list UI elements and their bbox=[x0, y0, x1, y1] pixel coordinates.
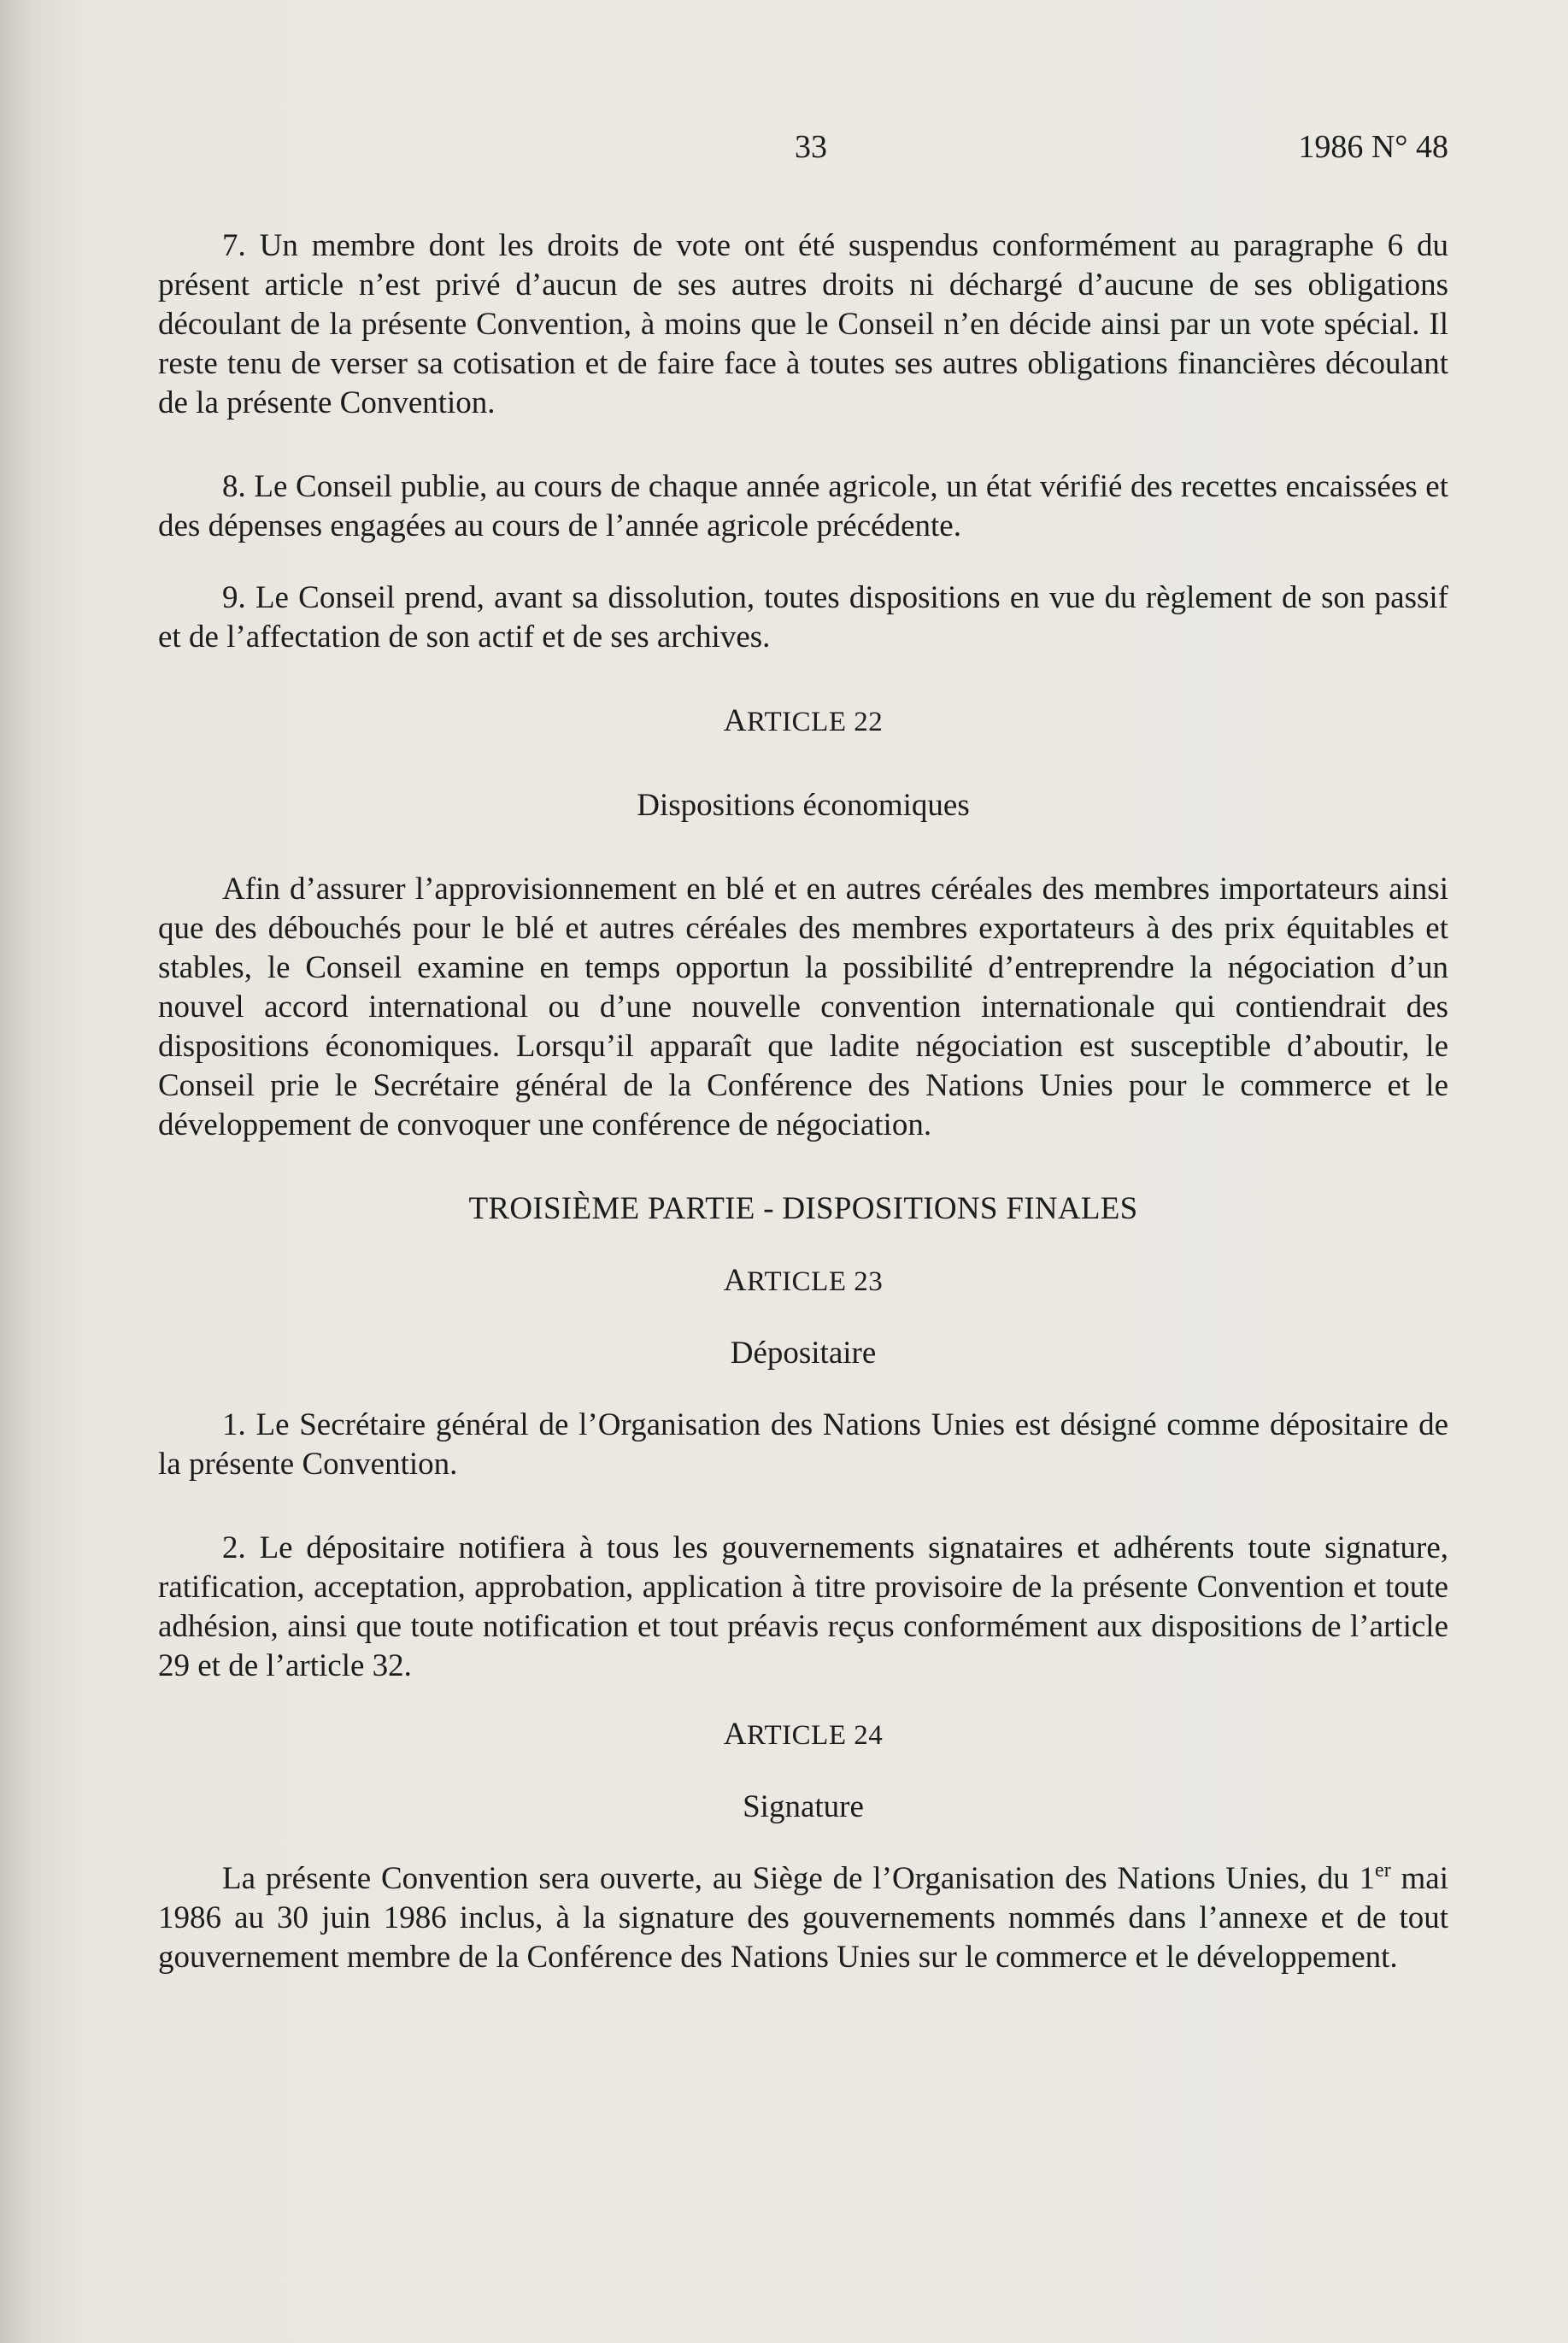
treaty-year-number: 1986 N° 48 bbox=[1298, 129, 1448, 165]
article-23-title: Dépositaire bbox=[730, 1336, 877, 1371]
article-23-paragraph-2: 2. Le dépositaire notifiera à tous les gouvernements signataires et adhérents toute signature, ratification, acceptation, approbation, application à titre provisoire de la présente Convention et toute adhésion, ainsi que toute notification et tout préavis reçus conformément aux dispositions de l’article 29 et de l’article 32. bbox=[158, 1530, 1448, 1683]
page-number: 33 bbox=[795, 129, 827, 165]
paragraph-8: 8. Le Conseil publie, au cours de chaque année agricole, un état vérifié des recettes encaissées et des dépenses engagées au cours de l’année agricole précédente. bbox=[158, 469, 1448, 543]
part-3-heading: TROISIÈME PARTIE - DISPOSITIONS FINALES bbox=[468, 1191, 1138, 1226]
page-header bbox=[158, 128, 1448, 179]
page-content bbox=[158, 226, 1448, 1977]
paragraph-7: 7. Un membre dont les droits de vote ont été suspendus conformément au paragraphe 6 du présent article n’est privé d’aucun de ses autres droits ni déchargé d’aucune de ses obligations découlant de la présente Convention, à moins que le Conseil n’en décide ainsi par un vote spécial. Il reste tenu de verser sa cotisation et de faire face à toutes ses autres obligations financières découlant de la présente Convention. bbox=[158, 228, 1448, 420]
article-24-title: Signature bbox=[743, 1789, 864, 1824]
article-22-title: Dispositions économiques bbox=[637, 788, 970, 823]
article-22-body: Afin d’assurer l’approvisionnement en blé et en autres céréales des membres importateurs ainsi que des débouchés pour le blé et autres céréales des membres exportateurs à des prix équitables et stables, le Conseil examine en temps opportun la possibilité d’entreprendre la négociation d’un nouvel accord international ou d’une nouvelle convention internationale qui contiendrait des dispositions économiques. Lorsqu’il apparaît que ladite négociation est susceptible d’aboutir, le Conseil prie le Secrétaire général de la Conférence des Nations Unies pour le commerce et le développement de convoquer une conférence de négociation. bbox=[158, 872, 1448, 1142]
article-24-body: La présente Convention sera ouverte, au Siège de l’Organisation des Nations Unies, du 1er mai 1986 au 30 juin 1986 inclus, à la signature des gouvernements nommés dans l’annexe et de tout gouvernement membre de la Conférence des Nations Unies sur le commerce et le développement. bbox=[158, 1859, 1449, 1975]
article-23-heading: ARTICLE 23 bbox=[723, 1263, 884, 1298]
paragraph-9: 9. Le Conseil prend, avant sa dissolution, toutes dispositions en vue du règlement de son passif et de l’affectation de son actif et de ses archives. bbox=[158, 580, 1448, 655]
article-23-paragraph-1: 1. Le Secrétaire général de l’Organisation des Nations Unies est désigné comme dépositaire de la présente Convention. bbox=[158, 1407, 1448, 1482]
article-22-heading: ARTICLE 22 bbox=[723, 703, 884, 738]
article-24-heading: ARTICLE 24 bbox=[723, 1717, 884, 1752]
